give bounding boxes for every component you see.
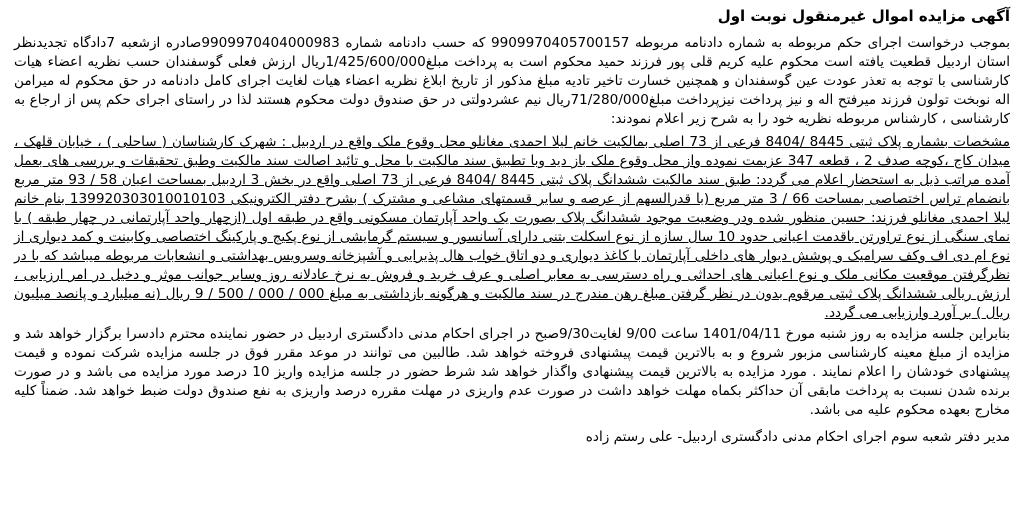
paragraph-case-details: بموجب درخواست اجرای حکم مربوطه به شماره دادنامه مربوطه 9909970405700157 که حسب دادنامه شماره 9909970404000983صادره ازشعبه 7دادگاه تجدیدنظر استان اردبیل قطعیت یافته است محکوم علیه کریم قلی پور فرزند حمید محکوم است به پرداخت مبلغ1/425/600/000ریال ارزش فعلی گوسفندان حسب نظریه اعضاء هیات کارشناسی با توجه به تعذر عودت عین گوسفندان و همچنین خسارت تاخیر تادیه مبلغ مذکور از تاریخ ابلاغ نظریه اعضاء هیات لغایت اجرای کامل دادنامه در حق محکوم له میرامن اله نوبخت تولون فرزند میرفتح اله و نیز پرداخت نیزپرداخت مبلغ71/280/000ریال نیم عشردولتی در حق صندوق دولت محکوم هستند لذا در راستای اجرای حکم پس از ارجاع به کارشناسی ، کارشناس مربوطه نظریه خود را به شرح زیر اعلام نمودند: (14, 35, 1010, 127)
notice-title: آگهی مزایده اموال غیرمنقول نوبت اول (717, 7, 1010, 25)
paragraph-property-specs: مشخصات بشماره پلاک ثبتی 8445 /8404 فرعی از 73 اصلی بمالکیت خانم لیلا احمدی مغانلو محل وقوع ملک واقع در اردبیل : شهرک کارشناسان ( ساحلی ) ، خیابان قلهک ، میدان کاج ،کوچه صدف 2 ، قطعه 347 عزیمت نموده واز محل وقوع ملک باز دید وبا تطبیق سند مالکیت با محل و تائید اصالت سند مالکیت وطبق تحقیقات و بررسی های بعمل آمده مراتب ذیل به استحضار اعلام می گردد: طبق سند مالکیت ششدانگ پلاک ثبتی 8445 /8404 فرعی از 73 اصلی واقع در بخش 3 اردبیل بمساحت اعیان 58 / 93 متر مربع بانضمام تراس اختصاصی بمساحت 66 / 3 متر مربع (با قدرالسهم از عرصه و سایر قسمتهای مشاعی و مشترک ) بشرح دفتر الکترونیکی 139920303010010103 بنام خانم لیلا احمدی مغانلو فرزند: حسین منظور شده ودر وضعیت موجود ششدانگ پلاک بصورت یک واحد آپارتمان مسکونی واقع در طبقه اول (ازچهار واحد آپارتمانی در چهار طبقه ) با نمای سنگی از نوع تراورتن باقدمت اعیانی حدود 10 سال سازه از نوع اسکلت بتنی دارای آسانسور و سیستم گرمایشی از نوع پکیج و پارکینگ اختصاصی وکابینت و کمد دیواری از نوع ام دی اف وکف سرامیک و پوشش دیوار های داخلی آپارتمان با کاغذ دیواری و دو اتاق خواب هال پذیرایی و آشپزخانه وسرویس بهداشتی و انشعابات مربوطه میباشد که با در نظرگرفتن موقعیت مکانی ملک و نوع اعیانی های احداثی و راه دسترسی به معابر اصلی و عرف خرید و فروش به نرخ عادلانه روز وسایر جوانب موثر و دخیل در امر ارزیابی ، ارزش ریالی ششدانگ پلاک ثبتی مرقوم بدون در نظر گرفتن مبلغ رهن مندرج در سند مالکیت و هرگونه بازداشتی به مبلغ 000 / 000 / 500 / 9 ریال (نه میلیارد و پانصد میلیون ریال ) بر آورد وارزیابی می گردد. (14, 134, 1011, 321)
paragraph-auction-terms: بنابراین جلسه مزایده به روز شنبه مورخ 1401/04/11 ساعت 9/00 لغایت9/30صبح در اجرای احکام مدنی دادگستری اردبیل در حضور نماینده محترم دادسرا برگزار خواهد شد و مزایده از مبلغ معینه کارشناسی مزبور شروع و به بالاترین قیمت پیشنهادی فروخته خواهد شد. طالبین می توانند در موعد مقرر فوق در جلسه مزایده شرکت نموده و قیمت پیشنهادی خودشان را اعلام نمایند . مورد مزایده به بالاترین قیمت پیشنهادی واگذار خواهد شد شرط حضور در جلسه مزایده واریز 10 درصد مورد مزایده می باشد و در صورت برنده شدن نسبت به پرداخت مابقی آن حداکثر بکماه مهلت خواهد داشت در صورت عدم واریزی در مهلت مقرره درصد واریزی به نفع صندوق دولت ضبط خواهد شد. ضمناً کلیه مخارج بعهده محکوم علیه می باشد. (14, 326, 1011, 418)
signature-line: مدیر دفتر شعبه سوم اجرای احکام مدنی دادگستری اردبیل- علی رستم زاده (585, 429, 1010, 445)
